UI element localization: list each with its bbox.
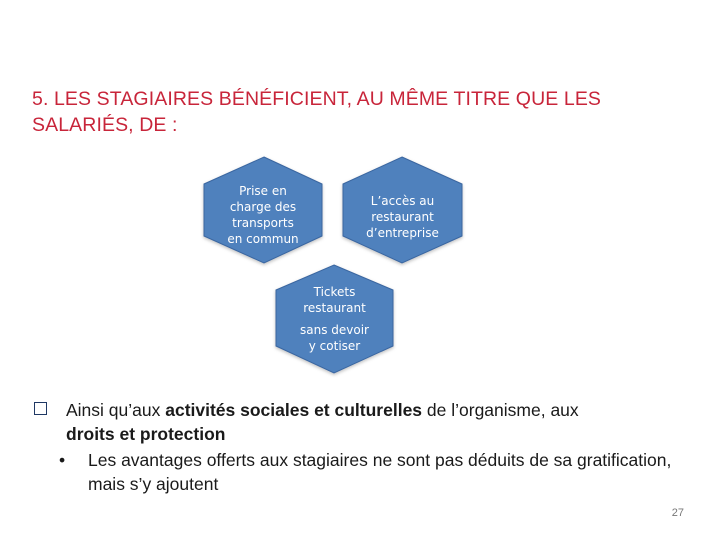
bullet-primary-middle: de l’organisme, aux xyxy=(422,400,579,420)
hex-line: restaurant xyxy=(371,210,434,224)
bullet-primary-prefix: Ainsi qu’aux xyxy=(66,400,166,420)
hex-line: Prise en xyxy=(239,184,287,198)
slide-title-line-1: 5. LES STAGIAIRES BÉNÉFICIENT, AU MÊME TITRE QUE LES xyxy=(32,88,602,110)
bullet-primary-bold-2: droits et protection xyxy=(66,424,226,444)
hex-line: en commun xyxy=(227,232,299,246)
page-number: 27 xyxy=(671,507,684,519)
hex-line: y cotiser xyxy=(308,339,361,353)
hex-line: L’accès au xyxy=(370,194,435,208)
bullet-primary xyxy=(34,398,684,446)
hex-line: transports xyxy=(232,216,294,230)
dot-bullet-icon: • xyxy=(59,450,66,470)
hex-line: d’entreprise xyxy=(366,226,439,240)
hex-line: charge des xyxy=(229,200,297,214)
hex-line: restaurant xyxy=(303,301,366,315)
hexagon-restaurant-label xyxy=(345,193,460,241)
bullet-secondary-text: Les avantages offerts aux stagiaires ne sont pas déduits de sa gratification, mais s’y ajoutent xyxy=(88,450,672,494)
hexagon-transports-label xyxy=(206,183,320,247)
slide-title-line-2: SALARIÉS, DE : xyxy=(32,114,178,136)
bullet-list xyxy=(34,398,684,496)
hex-line: Tickets xyxy=(313,285,356,299)
hexagon-tickets-label xyxy=(278,284,391,354)
checkbox-bullet-icon xyxy=(34,402,47,415)
bullet-primary-bold-1: activités sociales et culturelles xyxy=(165,400,423,420)
bullet-secondary xyxy=(34,448,684,496)
hex-line: sans devoir xyxy=(300,323,369,337)
